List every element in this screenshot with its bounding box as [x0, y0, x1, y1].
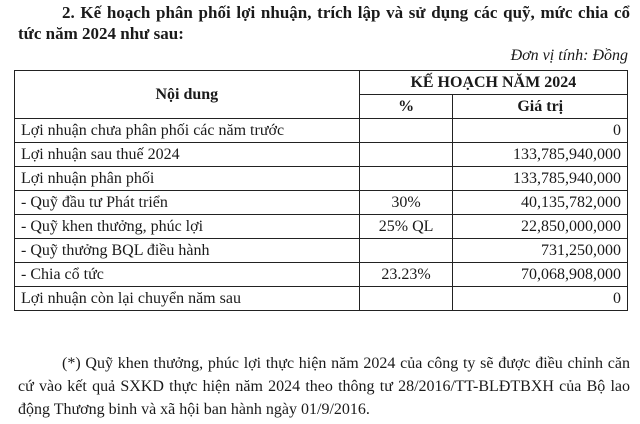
- table-row: [15, 119, 628, 143]
- header-value: Giá trị: [453, 95, 628, 119]
- row-label: - Quỹ khen thưởng, phúc lợi: [15, 215, 360, 239]
- table-row: [15, 167, 628, 191]
- row-label: Lợi nhuận chưa phân phối các năm trước: [15, 119, 360, 143]
- header-percent: %: [359, 95, 453, 119]
- row-percent: [359, 119, 453, 143]
- table-row: [15, 143, 628, 167]
- row-label: Lợi nhuận còn lại chuyển năm sau: [15, 287, 360, 311]
- row-percent: 25% QL: [359, 215, 453, 239]
- table-row: [15, 191, 628, 215]
- row-percent: 30%: [359, 191, 453, 215]
- row-label: - Chia cổ tức: [15, 263, 360, 287]
- row-percent: 23.23%: [359, 263, 453, 287]
- row-value: 133,785,940,000: [453, 167, 628, 191]
- row-percent: [359, 143, 453, 167]
- row-value: 133,785,940,000: [453, 143, 628, 167]
- row-value: 731,250,000: [453, 239, 628, 263]
- table-row: [15, 263, 628, 287]
- row-percent: [359, 287, 453, 311]
- row-value: 22,850,000,000: [453, 215, 628, 239]
- unit-label: Đơn vị tính: Đồng: [510, 47, 628, 64]
- row-percent: [359, 167, 453, 191]
- row-label: - Quỹ thưởng BQL điều hành: [15, 239, 360, 263]
- row-label: - Quỹ đầu tư Phát triển: [15, 191, 360, 215]
- profit-distribution-table: [14, 70, 628, 311]
- row-percent: [359, 239, 453, 263]
- table-row: [15, 239, 628, 263]
- row-label: Lợi nhuận sau thuế 2024: [15, 143, 360, 167]
- section-heading: 2. Kế hoạch phân phối lợi nhuận, trích lập và sử dụng các quỹ, mức chia cổ tức năm 2024 như sau:: [18, 3, 630, 43]
- row-value: 40,135,782,000: [453, 191, 628, 215]
- header-plan-2024: KẾ HOẠCH NĂM 2024: [359, 71, 627, 95]
- table-row: [15, 215, 628, 239]
- footnote: (*) Quỹ khen thưởng, phúc lợi thực hiện năm 2024 của công ty sẽ được điều chỉnh căn cứ vào kết quả SXKD thực hiện năm 2024 theo thông tư 28/2016/TT-BLĐTBXH của Bộ lao động Thương binh và xã hội ban hành ngày 01/9/2016.: [18, 355, 630, 418]
- header-content: Nội dung: [15, 71, 360, 119]
- row-label: Lợi nhuận phân phối: [15, 167, 360, 191]
- table-row: [15, 287, 628, 311]
- row-value: 0: [453, 119, 628, 143]
- row-value: 0: [453, 287, 628, 311]
- row-value: 70,068,908,000: [453, 263, 628, 287]
